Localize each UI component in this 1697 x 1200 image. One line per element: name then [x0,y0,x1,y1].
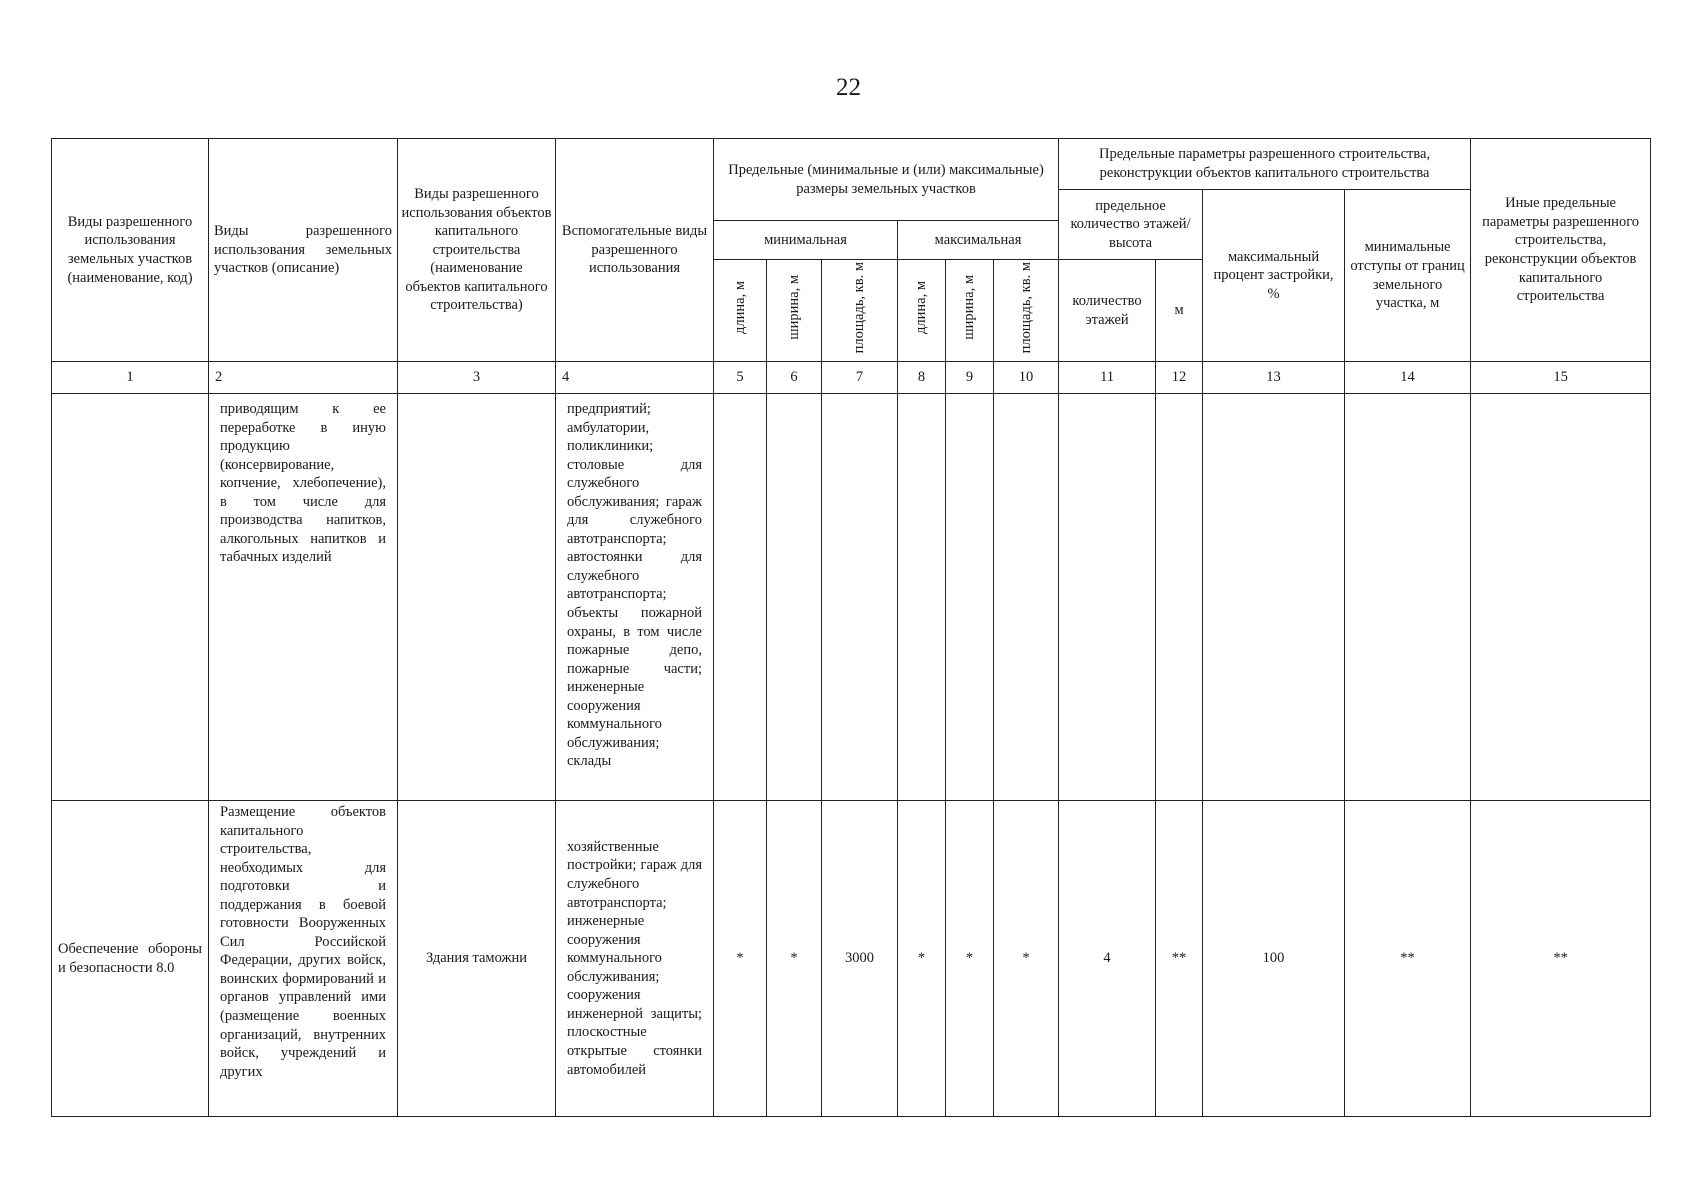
row-value [714,394,767,801]
row-value: * [946,801,994,1117]
row-value: * [767,801,822,1117]
header-meters: м [1156,260,1203,362]
row-value: * [714,801,767,1117]
column-number: 8 [898,362,946,394]
header-min-length: длина, м [714,260,767,362]
column-number: 7 [822,362,898,394]
column-number: 14 [1345,362,1471,394]
row-value [994,394,1059,801]
header-max: максимальная [898,221,1059,260]
column-number: 15 [1471,362,1651,394]
header-col3: Виды разрешенного использования объектов капитального строительства (наименование объектов капитального строительства) [398,139,556,362]
header-construction-group: Предельные параметры разрешенного строительства, реконструкции объектов капитального строительства [1059,139,1471,190]
column-number: 13 [1203,362,1345,394]
row-value: ** [1345,801,1471,1117]
header-floors-height: предельное количество этажей/высота [1059,190,1203,260]
header-min-setback: минимальные отступы от границ земельного участка, м [1345,190,1471,362]
row-value: ** [1156,801,1203,1117]
row-value [946,394,994,801]
row-capital-construction: Здания таможни [398,801,556,1117]
row-value: 100 [1203,801,1345,1117]
row-land-use-name [52,394,209,801]
row-value [1203,394,1345,801]
row-value: 4 [1059,801,1156,1117]
header-min: минимальная [714,221,898,260]
row-value [1059,394,1156,801]
row-land-use-description: Размещение объектов капитального строительства, необходимых для подготовки и поддержания в боевой готовности Вооруженных Сил Российской Федерации, других войск, воинских формирований и органов управлений ими (размещение военных организаций, внутренних войск, учреждений и других [209,801,398,1117]
header-plot-sizes-group: Предельные (минимальные и (или) максимальные) размеры земельных участков [714,139,1059,221]
row-value: * [994,801,1059,1117]
column-number: 12 [1156,362,1203,394]
column-number: 4 [556,362,714,394]
row-value: ** [1471,801,1651,1117]
table-row [52,801,1651,1117]
column-number: 9 [946,362,994,394]
row-auxiliary-uses: предприятий; амбулатории, поликлиники; столовые для служебного обслуживания; гараж для служебного автотранспорта; автостоянки для служебного автотранспорта; объекты пожарной охраны, в том числе пожарные депо, пожарные части; инженерные сооружения коммунального обслуживания; склады [556,394,714,801]
header-max-area: площадь, кв. м [994,260,1059,362]
row-value [1345,394,1471,801]
column-number: 5 [714,362,767,394]
page-number: 22 [836,74,861,101]
column-number: 1 [52,362,209,394]
row-value [1156,394,1203,801]
row-value [822,394,898,801]
header-col1: Виды разрешенного использования земельных участков (наименование, код) [52,139,209,362]
row-value [1471,394,1651,801]
column-number: 3 [398,362,556,394]
row-land-use-description: приводящим к ее переработке в иную продукцию (консервирование, копчение, хлебопечение), в том числе для производства напитков, алкогольных напитков и табачных изделий [209,394,398,801]
row-auxiliary-uses: хозяйственные постройки; гараж для служебного автотранспорта; инженерные сооружения коммунального обслуживания; сооружения инженерной защиты; плоскостные открытые стоянки автомобилей [556,801,714,1117]
row-land-use-name: Обеспечение обороны и безопасности 8.0 [52,801,209,1117]
header-max-length: длина, м [898,260,946,362]
header-min-width: ширина, м [767,260,822,362]
row-value: * [898,801,946,1117]
column-number: 10 [994,362,1059,394]
header-min-area: площадь, кв. м [822,260,898,362]
column-number: 2 [209,362,398,394]
table-row [52,394,1651,801]
header-other-params: Иные предельные параметры разрешенного строительства, реконструкции объектов капитального строительства [1471,139,1651,362]
row-capital-construction [398,394,556,801]
row-value: 3000 [822,801,898,1117]
header-max-percent: максимальный процент застройки, % [1203,190,1345,362]
column-number: 6 [767,362,822,394]
land-use-table [51,138,1651,1117]
column-number: 11 [1059,362,1156,394]
header-col4: Вспомогательные виды разрешенного использования [556,139,714,362]
row-value [898,394,946,801]
row-value [767,394,822,801]
header-col2: Виды разрешенного использования земельных участков (описание) [209,139,398,362]
header-floors-count: количество этажей [1059,260,1156,362]
header-max-width: ширина, м [946,260,994,362]
